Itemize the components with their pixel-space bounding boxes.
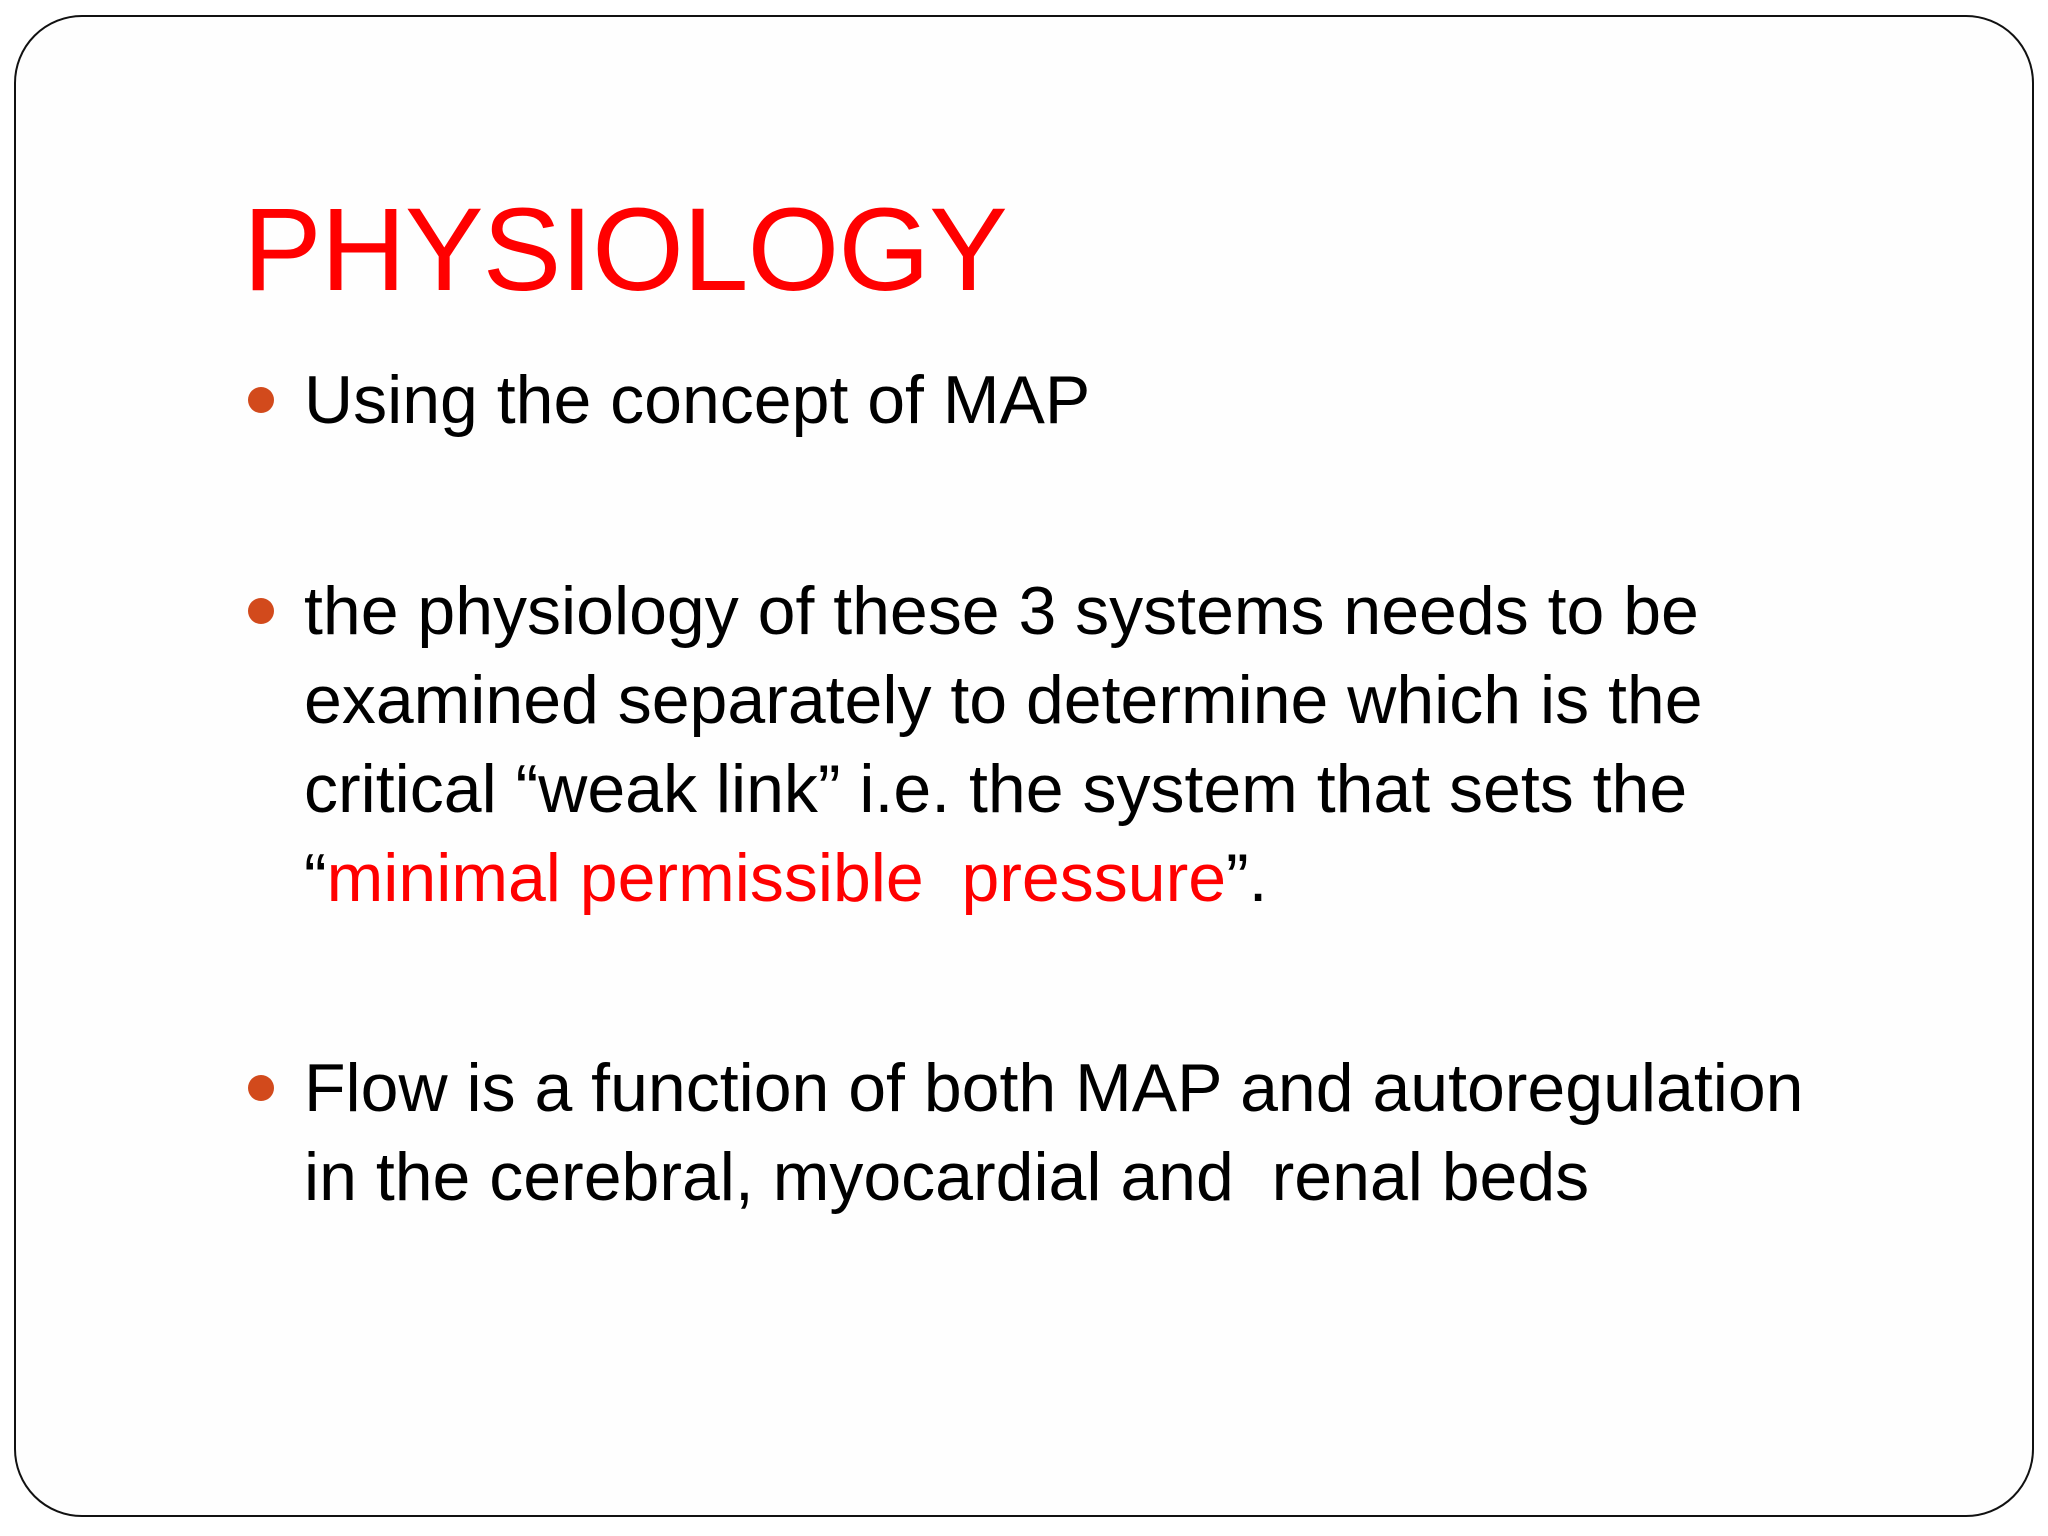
bullet-line: examined separately to determine which is the: [304, 662, 1703, 738]
bullet-line: in the cerebral, myocardial and renal beds: [304, 1139, 1590, 1215]
bullet-dot-icon: [248, 598, 274, 624]
bullet-item-physiology: [304, 567, 2004, 923]
open-quote: “: [304, 840, 327, 916]
bullet-dot-icon: [248, 1075, 274, 1101]
close-quote: ”.: [1226, 840, 1268, 916]
bullet-list: [16, 17, 2032, 1515]
slide-title: PHYSIOLOGY: [243, 184, 1007, 316]
bullet-item-flow: [304, 1044, 2004, 1222]
highlighted-phrase: minimal permissible pressure: [326, 840, 1227, 916]
bullet-item-map: [304, 356, 2004, 445]
slide: [14, 15, 2034, 1517]
bullet-line: Flow is a function of both MAP and autoregulation: [304, 1050, 1804, 1126]
bullet-line: critical “weak link” i.e. the system that sets the: [304, 751, 1688, 827]
bullet-text: Using the concept of MAP: [304, 362, 1091, 438]
bullet-dot-icon: [248, 387, 274, 413]
bullet-line: the physiology of these 3 systems needs to be: [304, 573, 1699, 649]
